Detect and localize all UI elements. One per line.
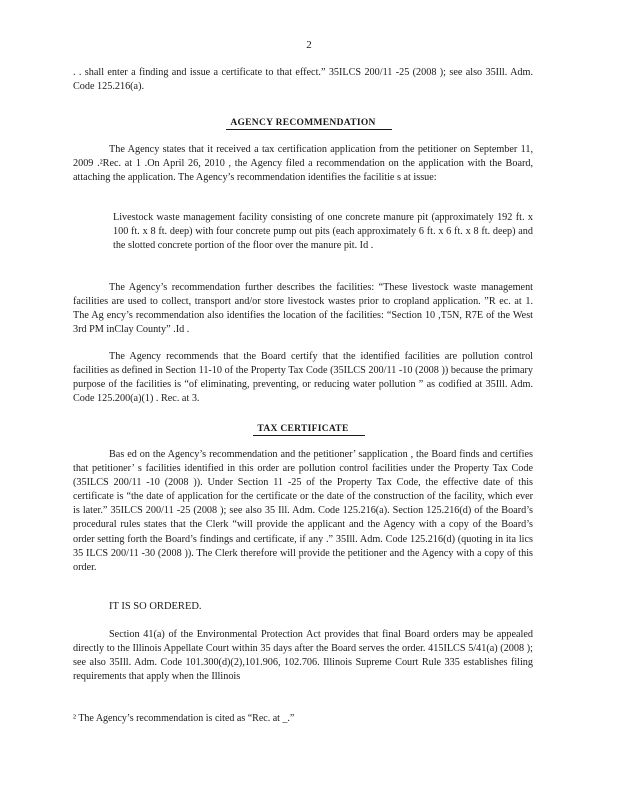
section-heading-text: TAX CERTIFICATE xyxy=(253,424,364,436)
section-heading-tax-certificate xyxy=(0,422,618,436)
footnote: ² The Agency’s recommendation is cited as “Rec. at _.” xyxy=(73,713,295,724)
paragraph-text: The Agency recommends that the Board certify that the identified facilities are pollution control facilities as defined in Section 11-10 of the Property Tax Code (35ILCS 200/11 -10 (2008 )) because the primary purpose of the facilities is “of eliminating, preventing, or reducing water pollution ” as codified at 35Ill. Adm. Code 125.200(a)(1) . Rec. at 3. xyxy=(73,351,533,405)
paragraph-text: Section 41(a) of the Environmental Protection Act provides that final Board orders may be appealed directly to the Illinois Appellate Court within 35 days after the Board serves the order. 415ILCS 5/41(a) (2008 ); see also 35Ill. Adm. Code 101.300(d)(2),101.906, 102.706. Illinois Supreme Court Rule 335 establishes filing requirements that apply when the Illinois xyxy=(73,629,533,683)
paragraph-text: The Agency’s recommendation further describes the facilities: “These livestock waste management facilities are used to collect, transport and/or store livestock wastes prior to cropland application. ”R ec. at 1. The Ag ency’s recommendation also identifies the location of the facilities: “Section 10 ,T5N, R7E of the West 3rd PM inClay County” .Id . xyxy=(73,282,533,336)
block-quote xyxy=(113,211,533,253)
page-number: 2 xyxy=(306,39,312,51)
paragraph-section-41 xyxy=(73,628,533,684)
block-quote-text: Livestock waste management facility consisting of one concrete manure pit (approximately 192 ft. x 100 ft. x 8 ft. deep) with four concrete pump out pits (each approximately 6 ft. x 6 ft. x 8 ft. deep) and the slotted concrete portion of the floor over the manure pit. Id . xyxy=(113,212,533,252)
paragraph-agency-describes xyxy=(73,281,533,337)
paragraph-text: Bas ed on the Agency’s recommendation and the petitioner’ sapplication , the Board finds and certifies that petitioner’ s facilities identified in this order are pollution control facilities under the Property Tax Code (35ILCS 200/11 -10 (2008 )). Under Section 11 -25 of the Property Tax Code, the effective date of this certificate is “the date of application for the certificate or the date of the construction of the facility, which ever is later.” 35ILCS 200/11 -25 (2008 ); see also 35 Ill. Adm. Code 125.216(a). Section 125.216(d) of the Board’s procedural rules states that the Clerk “will provide the applicant and the Agency with a copy of the Board’s order setting forth the Board’s findings and certificate, if any .” 35Ill. Adm. Code 125.216(d) (quoting in ita lics 35 ILCS 200/11 -30 (2008 )). The Clerk therefore will provide the petitioner and the Agency with a copy of this order. xyxy=(73,449,533,573)
paragraph-text: The Agency states that it received a tax certification application from the petitioner on September 11, 2009 .²Rec. at 1 .On April 26, 2010 , the Agency filed a recommendation on the application with the Board, attaching the application. The Agency’s recommendation identifies the facilitie s at issue: xyxy=(73,144,533,184)
paragraph-agency-states xyxy=(73,143,533,185)
paragraph-agency-recommends xyxy=(73,350,533,406)
section-heading-agency-recommendation xyxy=(0,116,618,130)
so-ordered: IT IS SO ORDERED. xyxy=(109,601,202,612)
intro-paragraph xyxy=(73,66,533,94)
paragraph-based-on xyxy=(73,448,533,575)
intro-text: . . shall enter a finding and issue a certificate to that effect.” 35ILCS 200/11 -25 (2008 ); see also 35Ill. Adm. Code 125.216(a). xyxy=(73,67,533,93)
section-heading-text: AGENCY RECOMMENDATION xyxy=(226,118,391,130)
